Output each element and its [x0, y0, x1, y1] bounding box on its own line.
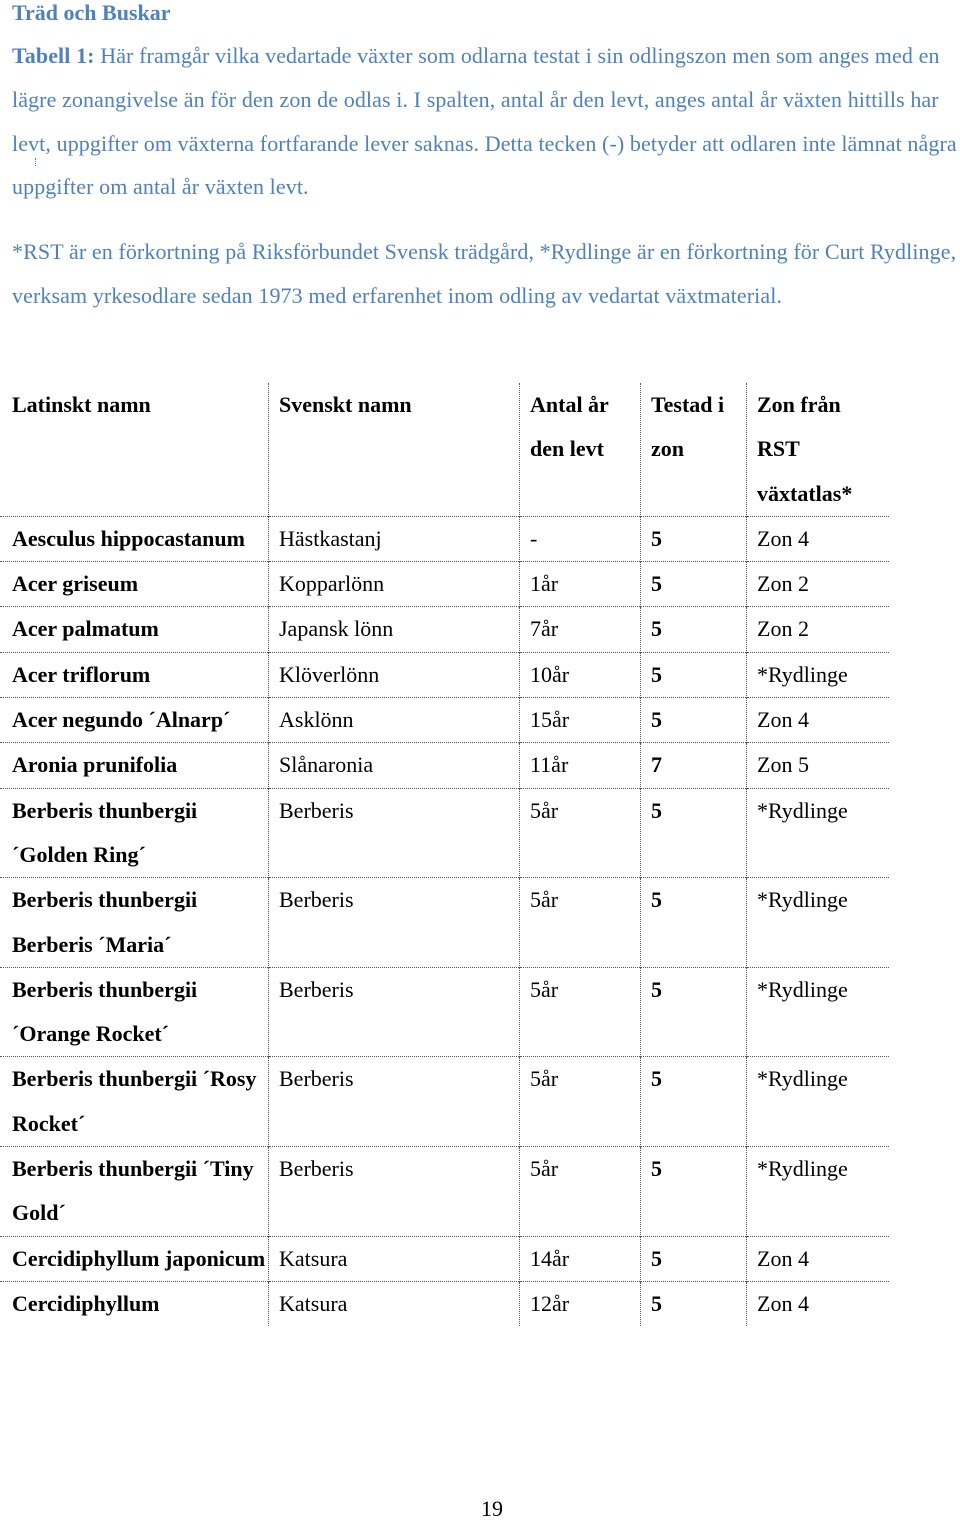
- table-body: [0, 516, 889, 1326]
- cell-zone: 5: [641, 698, 747, 743]
- cell-years: 15år: [520, 698, 641, 743]
- table-row: [0, 1057, 889, 1147]
- cell-swedish: Slånaronia: [269, 743, 520, 788]
- cell-years: 5år: [520, 788, 641, 878]
- cell-swedish: Berberis: [269, 1147, 520, 1237]
- cell-latin: Cercidiphyllum: [0, 1281, 269, 1326]
- cell-swedish: Katsura: [269, 1281, 520, 1326]
- cell-zone: 5: [641, 1147, 747, 1237]
- cell-years: 5år: [520, 878, 641, 968]
- cell-swedish: Katsura: [269, 1236, 520, 1281]
- cell-latin: Berberis thunbergii ´Tiny Gold´: [0, 1147, 269, 1237]
- cell-latin: Berberis thunbergii ´Golden Ring´: [0, 788, 269, 878]
- table-row: [0, 967, 889, 1057]
- table-row: [0, 788, 889, 878]
- cell-latin: Berberis thunbergii ´Orange Rocket´: [0, 967, 269, 1057]
- cell-rst: *Rydlinge: [747, 967, 890, 1057]
- table-row: [0, 516, 889, 561]
- cell-swedish: Asklönn: [269, 698, 520, 743]
- cell-swedish: Berberis: [269, 788, 520, 878]
- cell-years: -: [520, 516, 641, 561]
- cell-rst: Zon 4: [747, 698, 890, 743]
- cell-years: 10år: [520, 652, 641, 697]
- cell-zone: 5: [641, 788, 747, 878]
- header-swedish: Svenskt namn: [269, 383, 520, 516]
- caption-text: Här framgår vilka vedartade växter som odlarna testat i sin odlingszon men som anges med en lägre zonangivelse än för den zon de odlas i. I spalten, antal år den levt, anges antal år växten hittills har levt, uppgifter om växterna fortfarande lever saknas. Detta tecken (-) betyder att odlaren inte lämnat några uppgifter om antal år växten levt.: [12, 43, 957, 200]
- cell-zone: 5: [641, 1057, 747, 1147]
- cell-latin: Acer griseum: [0, 562, 269, 607]
- cell-years: 14år: [520, 1236, 641, 1281]
- section-heading: Träd och Buskar: [12, 0, 171, 25]
- cell-years: 1år: [520, 562, 641, 607]
- page-number: 19: [481, 1496, 503, 1521]
- table-caption: [12, 34, 957, 209]
- cell-rst: *Rydlinge: [747, 1057, 890, 1147]
- cell-years: 12år: [520, 1281, 641, 1326]
- cell-latin: Aronia prunifolia: [0, 743, 269, 788]
- cell-rst: *Rydlinge: [747, 1147, 890, 1237]
- cell-swedish: Japansk lönn: [269, 607, 520, 652]
- table-row: [0, 1281, 889, 1326]
- cell-zone: 7: [641, 743, 747, 788]
- cell-swedish: Hästkastanj: [269, 516, 520, 561]
- table-row: [0, 652, 889, 697]
- cell-zone: 5: [641, 562, 747, 607]
- cell-rst: Zon 4: [747, 1236, 890, 1281]
- cell-zone: 5: [641, 1281, 747, 1326]
- table-row: [0, 743, 889, 788]
- cell-latin: Acer triflorum: [0, 652, 269, 697]
- cell-years: 5år: [520, 1057, 641, 1147]
- header-zone-tested: Testad i zon: [641, 383, 747, 516]
- cell-latin: Berberis thunbergii Berberis ´Maria´: [0, 878, 269, 968]
- table-row: [0, 1236, 889, 1281]
- cell-rst: *Rydlinge: [747, 878, 890, 968]
- cell-latin: Berberis thunbergii ´Rosy Rocket´: [0, 1057, 269, 1147]
- caption-label: Tabell 1:: [12, 43, 95, 68]
- cell-years: 5år: [520, 967, 641, 1057]
- cell-rst: Zon 2: [747, 562, 890, 607]
- table-row: [0, 607, 889, 652]
- cell-swedish: Klöverlönn: [269, 652, 520, 697]
- header-years: Antal år den levt: [520, 383, 641, 516]
- cell-swedish: Kopparlönn: [269, 562, 520, 607]
- cell-rst: Zon 4: [747, 516, 890, 561]
- cell-rst: Zon 5: [747, 743, 890, 788]
- cell-years: 5år: [520, 1147, 641, 1237]
- cell-latin: Cercidiphyllum japonicum: [0, 1236, 269, 1281]
- cell-swedish: Berberis: [269, 967, 520, 1057]
- cell-zone: 5: [641, 516, 747, 561]
- header-latin: Latinskt namn: [12, 392, 151, 417]
- cell-latin: Acer palmatum: [0, 607, 269, 652]
- table-header-row: [0, 383, 889, 516]
- cell-zone: 5: [641, 967, 747, 1057]
- cell-zone: 5: [641, 1236, 747, 1281]
- cell-years: 11år: [520, 743, 641, 788]
- table-row: [0, 1147, 889, 1237]
- cell-latin: Aesculus hippocastanum: [0, 516, 269, 561]
- cell-zone: 5: [641, 652, 747, 697]
- abbreviation-note: *RST är en förkortning på Riksförbundet Svensk trädgård, *Rydlinge är en förkortning för Curt Rydlinge, verksam yrkesodlare sedan 1973 med erfarenhet inom odling av vedartat växtmaterial.: [12, 239, 957, 308]
- table-row: [0, 562, 889, 607]
- cell-latin: Acer negundo ´Alnarp´: [0, 698, 269, 743]
- header-zone-rst: Zon från RST växtatlas*: [747, 383, 890, 516]
- cell-rst: *Rydlinge: [747, 788, 890, 878]
- cell-zone: 5: [641, 607, 747, 652]
- table-row: [0, 878, 889, 968]
- cell-zone: 5: [641, 878, 747, 968]
- cursor-marker: [35, 158, 37, 166]
- cell-rst: Zon 4: [747, 1281, 890, 1326]
- plant-table: [0, 383, 889, 1326]
- cell-rst: *Rydlinge: [747, 652, 890, 697]
- cell-years: 7år: [520, 607, 641, 652]
- cell-rst: Zon 2: [747, 607, 890, 652]
- table-row: [0, 698, 889, 743]
- cell-swedish: Berberis: [269, 878, 520, 968]
- cell-swedish: Berberis: [269, 1057, 520, 1147]
